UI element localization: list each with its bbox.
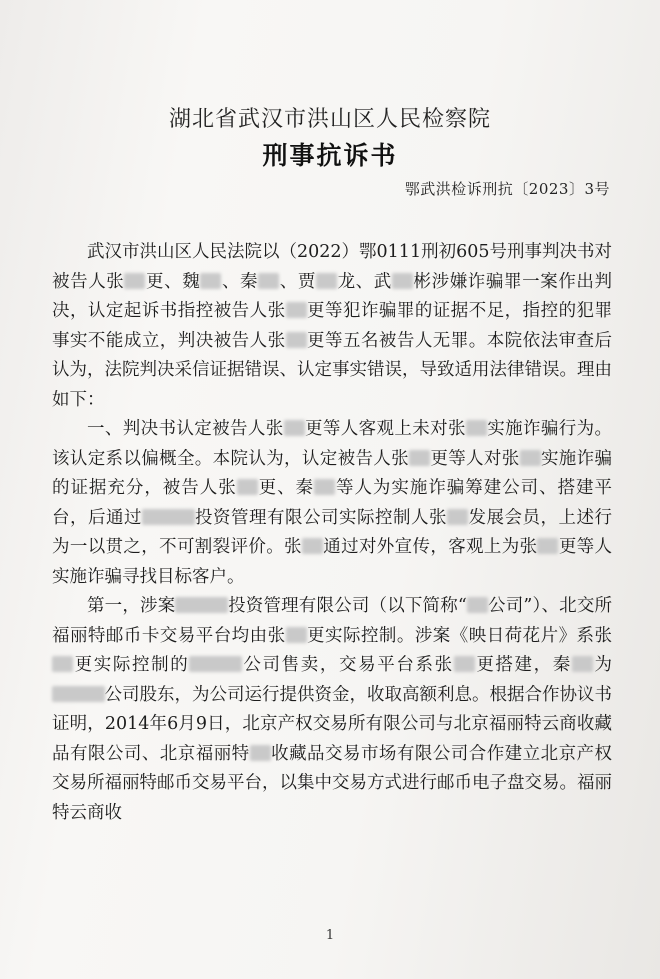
redaction-mark bbox=[466, 420, 487, 436]
redaction-mark bbox=[286, 332, 307, 348]
redaction-mark bbox=[316, 273, 337, 289]
redaction-mark bbox=[454, 656, 475, 672]
redaction-mark bbox=[237, 479, 258, 495]
redaction-mark bbox=[175, 597, 228, 613]
paragraph-first-reason: 第一，涉案 投资管理有限公司（以下简称“ 公司”）、北交所福丽特邮币卡交易平台均由张 更实际控制。涉案《映日荷花片》系张更实际控制的 公司售卖，交易平台系张 更搭建，秦 为公司股东，为公司运行提供资金，收取高额利息。根据合作协议书证明，2014年6月9日，北京产权交易所有限公司与北京福丽特云商收藏品有限公司、北京福丽特 收藏品交易市场有限公司合作建立北京产权交易所福丽特邮币交易平台，以集中交易方式进行邮币电子盘交易。福丽特云商收 bbox=[52, 596, 613, 823]
redaction-mark bbox=[447, 509, 468, 525]
redaction-mark bbox=[537, 538, 558, 554]
document-title: 刑事抗诉书 bbox=[262, 141, 398, 170]
redaction-mark bbox=[467, 597, 488, 613]
redaction-mark bbox=[286, 627, 307, 643]
redaction-mark bbox=[520, 450, 541, 466]
redaction-mark bbox=[200, 273, 221, 289]
redaction-mark bbox=[392, 273, 413, 289]
redaction-mark bbox=[409, 450, 430, 466]
redaction-mark bbox=[314, 479, 335, 495]
redaction-mark bbox=[250, 745, 271, 761]
redaction-mark bbox=[572, 656, 593, 672]
redaction-mark bbox=[286, 302, 307, 318]
redaction-mark bbox=[52, 686, 105, 702]
paragraph-point-one: 一、判决书认定被告人张 更等人客观上未对张 实施诈骗行为。该认定系以偏概全。本院认为，认定被告人张 更等人对张 实施诈骗的证据充分，被告人张 更、秦 等人为实施诈骗筹建公司、搭建平台，后通过 投资管理有限公司实际控制人张 发展会员，上述行为一以贯之，不可割裂评价。张 通过对外宣传，客观上为张 更等人实施诈骗寻找目标客户。 bbox=[52, 419, 613, 587]
paragraph-intro: 武汉市洪山区人民法院以（2022）鄂0111刑初605号刑事判决书对被告人张 更、魏 、秦 、贾 龙、武 彬涉嫌诈骗罪一案作出判决，认定起诉书指控被告人张 更等犯诈骗罪的证据不足，指控的犯罪事实不能成立，判决被告人张 更等五名被告人无罪。本院依法审查后认为，法院判决采信证据错误、认定事实错误，导致适用法律错误。理由如下： bbox=[52, 242, 613, 410]
redaction-mark bbox=[284, 420, 305, 436]
procuratorate-name: 湖北省武汉市洪山区人民检察院 bbox=[168, 107, 491, 132]
redaction-mark bbox=[302, 538, 323, 554]
redaction-mark bbox=[258, 273, 279, 289]
redaction-mark bbox=[124, 273, 145, 289]
redaction-mark bbox=[142, 509, 195, 525]
document-body bbox=[52, 238, 612, 828]
redaction-mark bbox=[52, 656, 73, 672]
document-number: 鄂武洪检诉刑抗〔2023〕3号 bbox=[404, 180, 610, 198]
page-number: 1 bbox=[325, 928, 335, 943]
redaction-mark bbox=[189, 656, 242, 672]
